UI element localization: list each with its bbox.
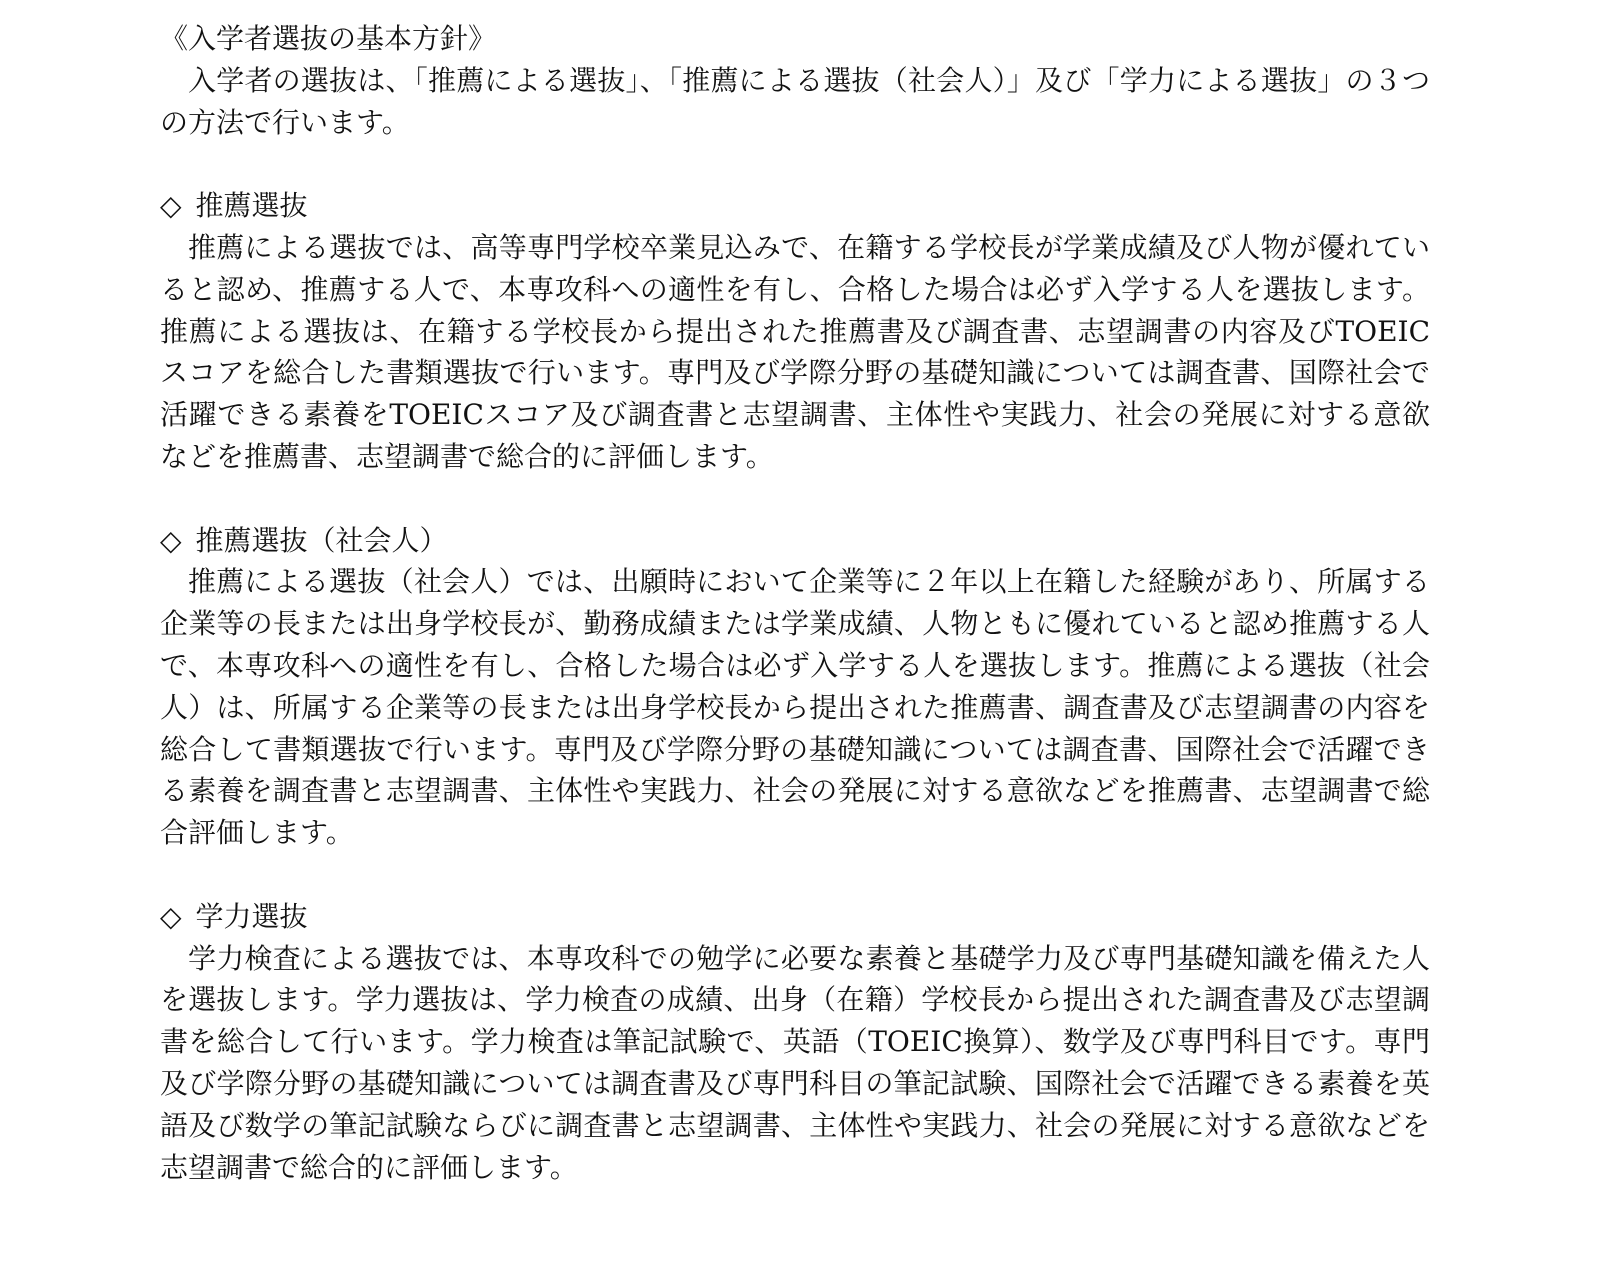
section-title: 推薦選抜 [195, 189, 308, 223]
section-title: 学力選抜 [195, 899, 308, 933]
section-body: 学力検査による選抜では、本専攻科での勉学に必要な素養と基礎学力及び専門基礎知識を備えた人を選抜します。学力選抜は、学力検査の成績、出身（在籍）学校長から提出された調査書及び志望調書を総合して行います。学力検査は筆記試験で、英語（TOEIC換算）、数学及び専門科目です。専門及び学際分野の基礎知識については調査書及び専門科目の筆記試験、国際社会で活躍できる素養を英語及び数学の筆記試験ならびに調査書と志望調書、主体性や実践力、社会の発展に対する意欲などを志望調書で総合的に評価します。 [160, 941, 1430, 1184]
section-heading [160, 896, 1430, 938]
section-academic-exam [160, 896, 1430, 1189]
diamond-icon: ◇ [160, 523, 182, 557]
section-body: 推薦による選抜（社会人）では、出願時において企業等に２年以上在籍した経験があり、所属する企業等の長または出身学校長が、勤務成績または学業成績、人物ともに優れていると認め推薦する人で、本専攻科への適性を有し、合格した場合は必ず入学する人を選抜します。推薦による選抜（社会人）は、所属する企業等の長または出身学校長から提出された推薦書、調査書及び志望調書の内容を総合して書類選抜で行います。専門及び学際分野の基礎知識については調査書、国際社会で活躍できる素養を調査書と志望調書、主体性や実践力、社会の発展に対する意欲などを推薦書、志望調書で総合評価します。 [160, 565, 1430, 850]
section-heading [160, 520, 1430, 562]
document-title: 《入学者選抜の基本方針》 [160, 22, 497, 55]
section-recommendation-working-adult [160, 520, 1430, 854]
section-recommendation [160, 185, 1430, 478]
section-title: 推薦選抜（社会人） [195, 523, 448, 557]
intro-paragraph: 入学者の選抜は、「推薦による選抜」、「推薦による選抜（社会人）」及び「学力による選抜」の３つの方法で行います。 [160, 63, 1430, 139]
document [160, 18, 1430, 1188]
section-heading [160, 185, 1430, 227]
diamond-icon: ◇ [160, 899, 182, 933]
diamond-icon: ◇ [160, 189, 182, 223]
section-body: 推薦による選抜では、高等専門学校卒業見込みで、在籍する学校長が学業成績及び人物が優れていると認め、推薦する人で、本専攻科への適性を有し、合格した場合は必ず入学する人を選抜します。推薦による選抜は、在籍する学校長から提出された推薦書及び調査書、志望調書の内容及びTOEICスコアを総合した書類選抜で行います。専門及び学際分野の基礎知識については調査書、国際社会で活躍できる素養をTOEICスコア及び調査書と志望調書、主体性や実践力、社会の発展に対する意欲などを推薦書、志望調書で総合的に評価します。 [160, 230, 1430, 473]
